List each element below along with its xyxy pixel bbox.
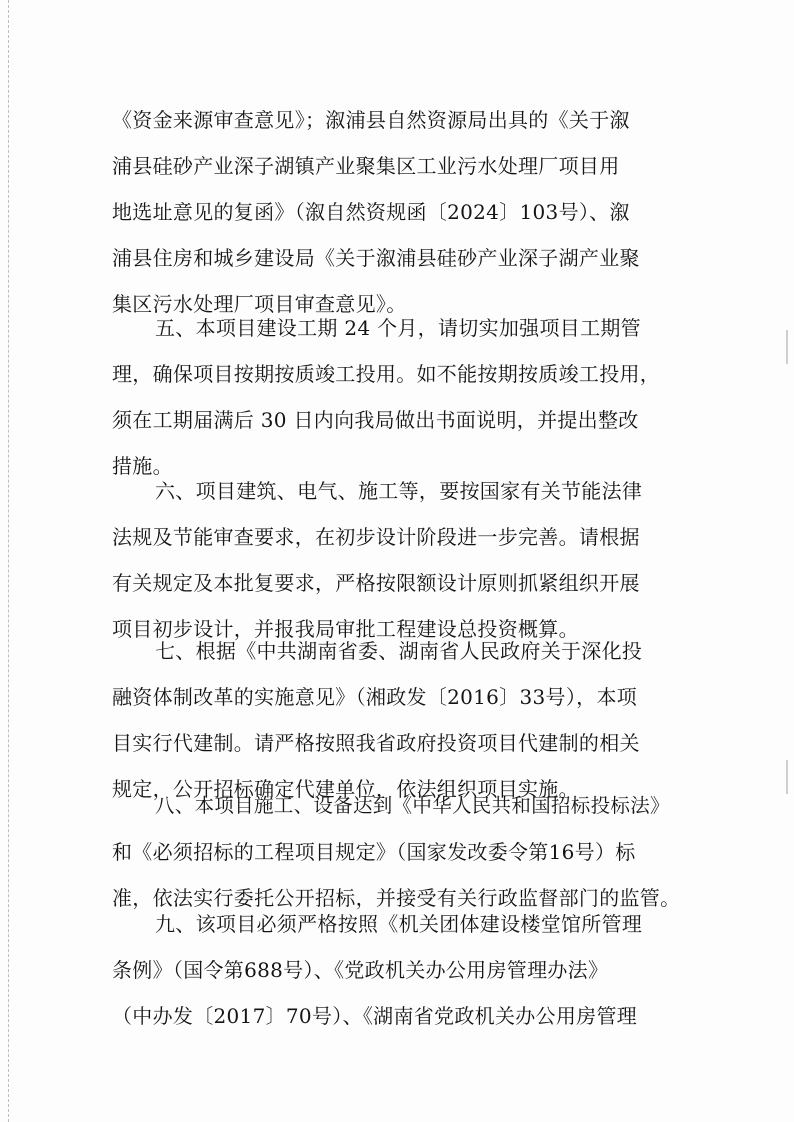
text-line: 六、项目建筑、电气、施工等，要按国家有关节能法律 <box>155 479 643 503</box>
text-line: 地选址意见的复函》（溆自然资规函〔2024〕103号）、溆 <box>112 200 630 224</box>
paragraph-item-9 <box>112 914 682 1026</box>
scan-edge-mark <box>786 760 788 794</box>
text-line: 浦县住房和城乡建设局《关于溆浦县硅砂产业深子湖产业聚 <box>112 246 640 270</box>
binding-margin-line <box>8 0 10 1122</box>
paragraph-item-8 <box>112 796 682 908</box>
text-line: 准，依法实行委托公开招标，并接受有关行政监督部门的监管。 <box>112 886 681 910</box>
text-line: 理，确保项目按期按质竣工投用。如不能按期按质竣工投用， <box>112 362 661 386</box>
text-line: （中办发〔2017〕70号）、《湖南省党政机关办公用房管理 <box>112 1004 638 1028</box>
text-line: 浦县硅砂产业深子湖镇产业聚集区工业污水处理厂项目用 <box>112 154 620 178</box>
text-line: 有关规定及本批复要求，严格按限额设计原则抓紧组织开展 <box>112 571 640 595</box>
paragraph-item-5 <box>112 318 682 476</box>
text-line: 融资体制改革的实施意见》（湘政发〔2016〕33号），本项 <box>112 685 638 709</box>
paragraph-item-7 <box>112 641 682 799</box>
paragraph-sources <box>112 110 682 314</box>
text-line: 项目初步设计，并报我局审批工程建设总投资概算。 <box>112 617 579 641</box>
text-line: 集区污水处理厂项目审查意见》。 <box>112 292 407 316</box>
text-line: 措施。 <box>112 454 173 478</box>
text-line: 七、根据《中共湖南省委、湖南省人民政府关于深化投 <box>155 639 643 663</box>
text-line: 八、本项目施工、设备达到《中华人民共和国招标投标法》 <box>155 794 670 817</box>
scan-edge-mark <box>786 330 788 364</box>
text-line: 《资金来源审查意见》；溆浦县自然资源局出具的《关于溆 <box>112 108 630 132</box>
text-line: 条例》（国令第688号）、《党政机关办公用房管理办法》 <box>112 958 609 982</box>
text-line: 九、该项目必须严格按照《机关团体建设楼堂馆所管理 <box>155 912 643 936</box>
text-line: 规定，公开招标确定代建单位，依法组织项目实施。 <box>112 777 579 801</box>
text-line: 法规及节能审查要求，在初步设计阶段进一步完善。请根据 <box>112 525 640 549</box>
text-line: 须在工期届满后 30 日内向我局做出书面说明，并提出整改 <box>112 408 639 432</box>
text-line: 目实行代建制。请严格按照我省政府投资项目代建制的相关 <box>112 731 640 755</box>
paragraph-item-6 <box>112 481 682 639</box>
text-line: 和《必须招标的工程项目规定》（国家发改委令第16号）标 <box>112 840 636 864</box>
text-line: 五、本项目建设工期 24 个月，请切实加强项目工期管 <box>155 316 641 340</box>
